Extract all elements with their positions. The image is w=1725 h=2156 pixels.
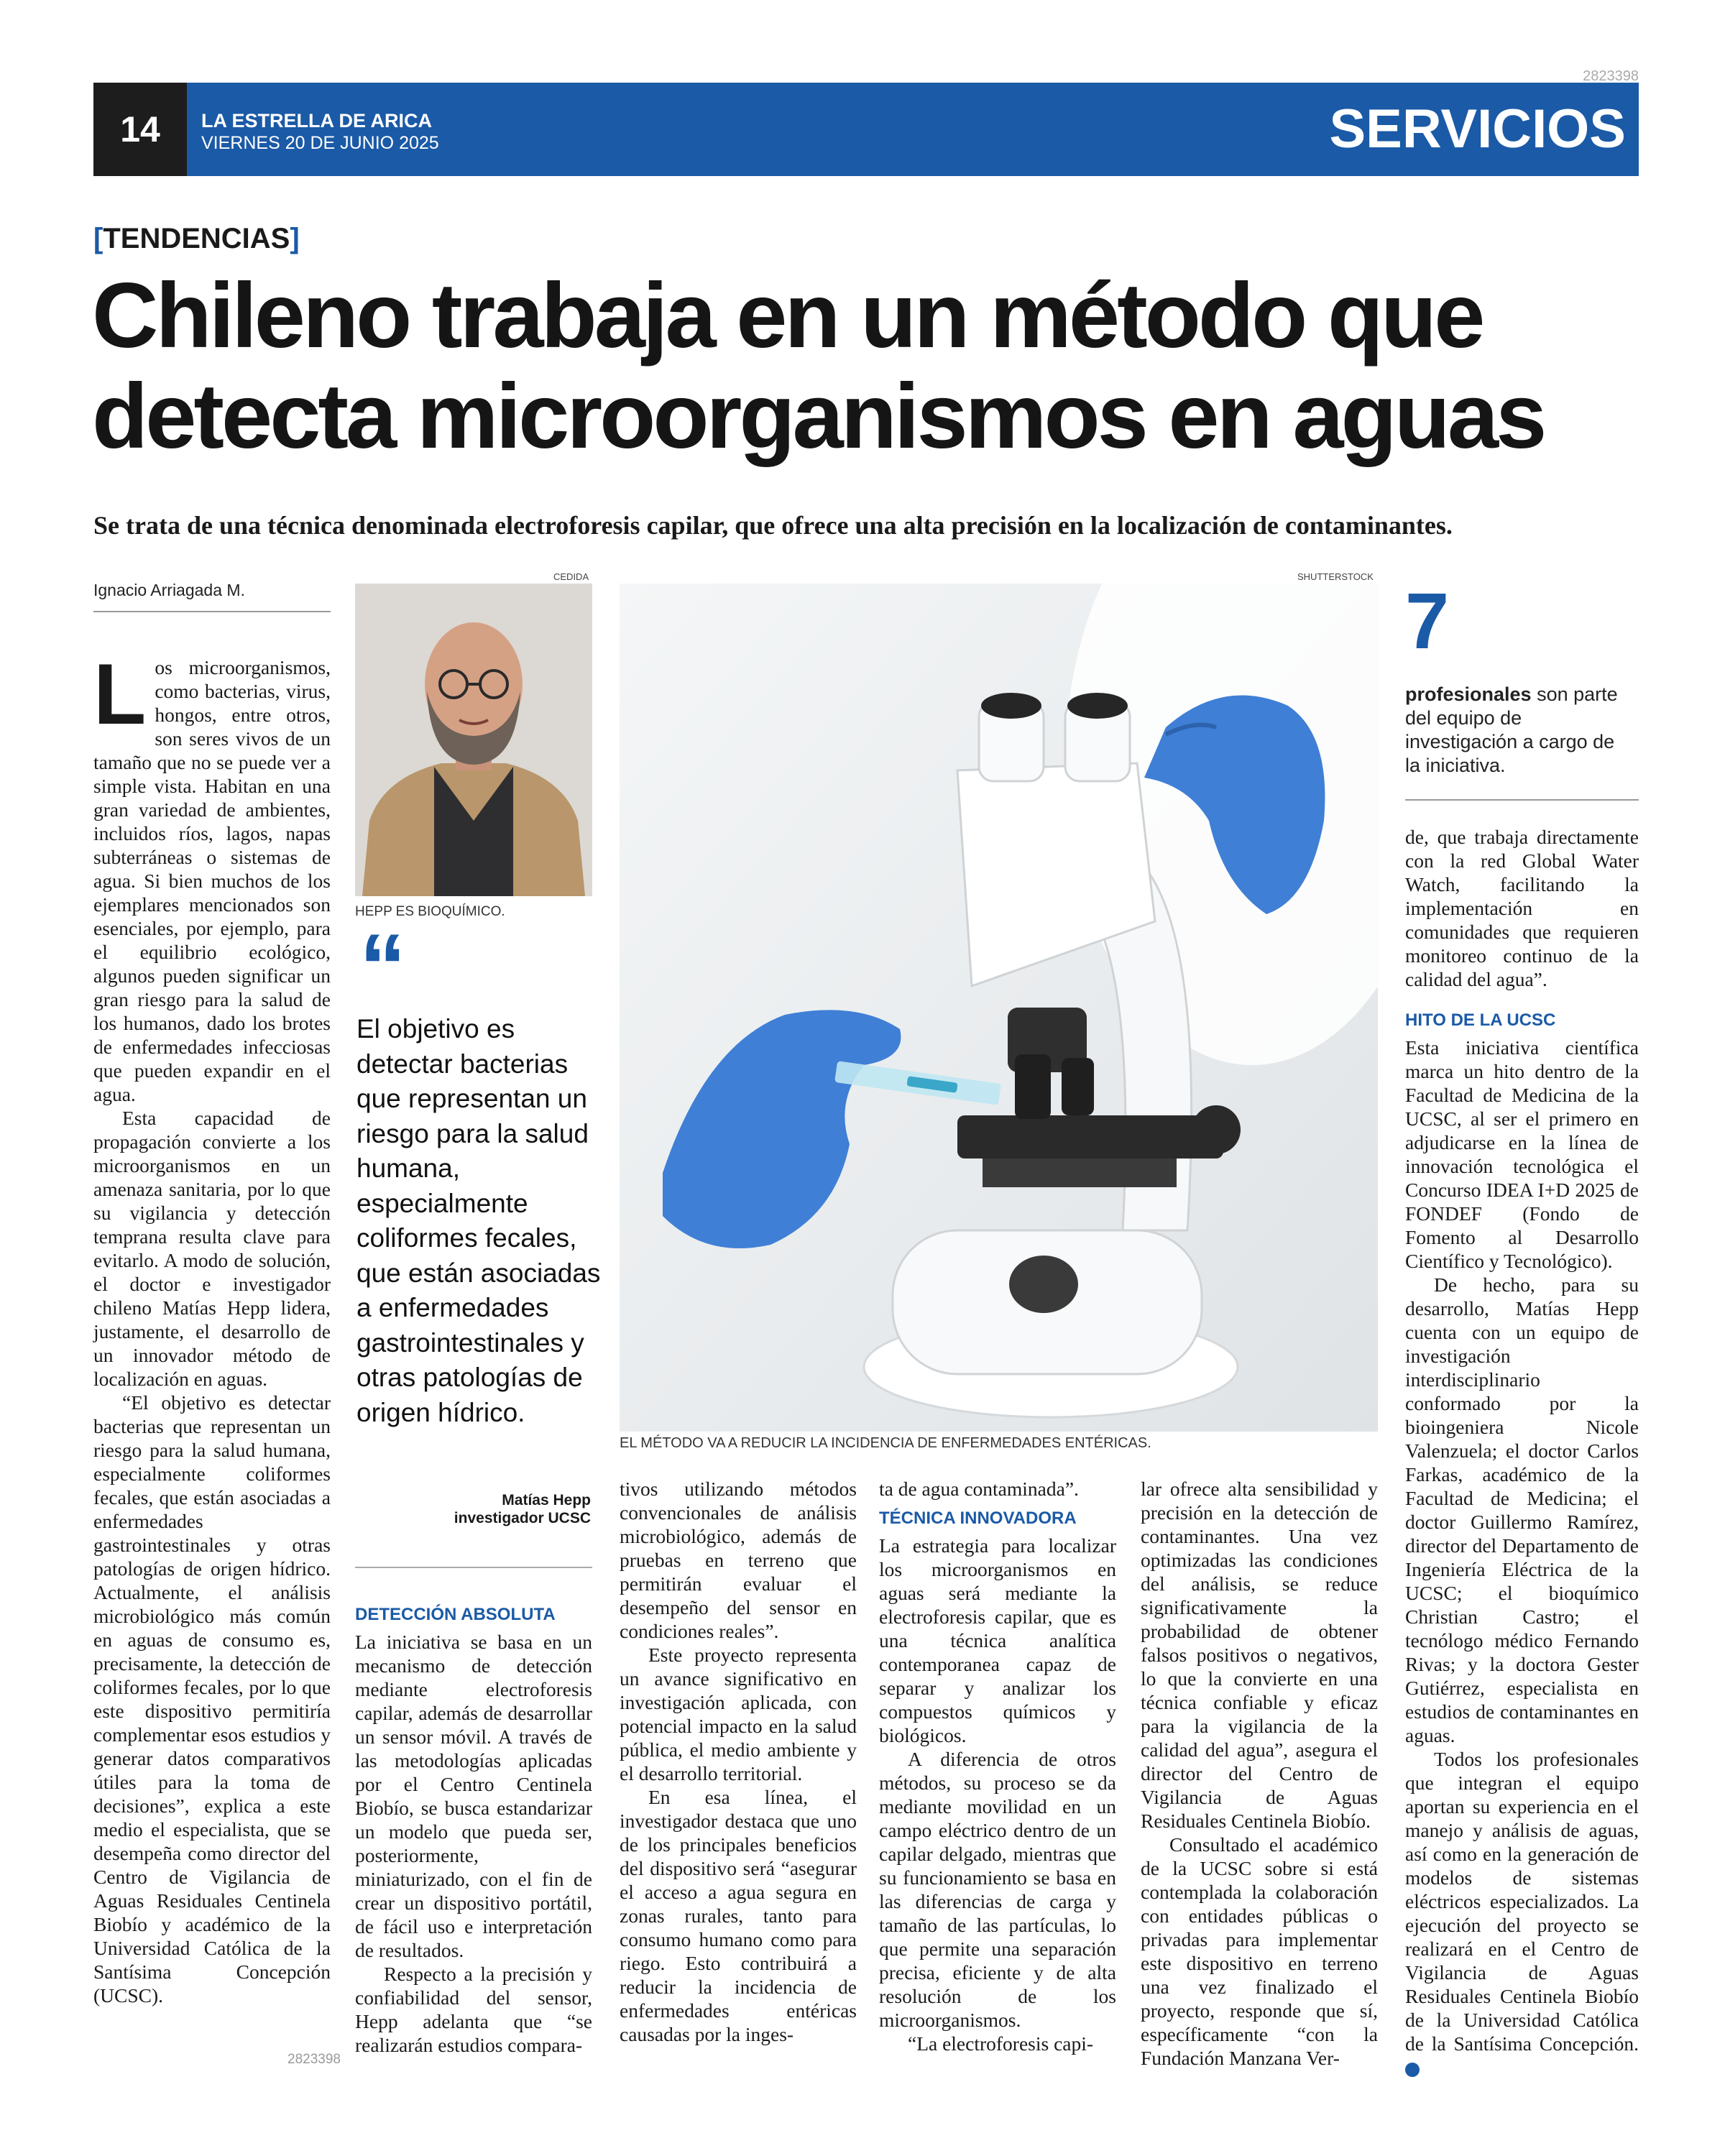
body-paragraph: Todos los profesionales que integran el equipo aportan su experiencia en el manejo y análisis de aguas, así como en la generación de modelos de sistemas eléctricos especializados. La ejecución del proyecto se realizará en el Centro de Vigilancia de Aguas Residuales Centinela Biobío de la Universidad Católica de la Santísima Concepción. ✪ — [1405, 1748, 1639, 2076]
headline-line-2: detecta microorganismos en aguas — [92, 365, 1545, 468]
portrait-caption: HEPP ES BIOQUÍMICO. — [355, 904, 505, 919]
main-photo — [620, 584, 1378, 1432]
quote-author-name: Matías Hepp — [502, 1492, 591, 1508]
body-paragraph: Este proyecto representa un avance significativo en investigación aplicada, con potencial impacto en la salud pública, el medio ambiente y el desarrollo territorial. — [620, 1644, 857, 1784]
end-of-article-icon: ✪ — [1405, 2063, 1420, 2077]
body-paragraph: lar ofrece alta sensibilidad y precisión en la detección de contaminantes. Una vez optimizadas las condiciones del análisis, se reduce significativamente la probabilidad de obtener falsos positivos o negativos, lo que la convierte en una técnica confiable y eficaz para la vigilancia de la calidad del agua”, asegura el director del Centro de Vigilancia de Aguas Residuales Centinela Biobío. — [1141, 1478, 1378, 1832]
body-column-1 — [93, 646, 331, 2007]
portrait-illustration — [355, 584, 592, 896]
quote-mark-icon: “ — [359, 914, 406, 1019]
article-subhead: Se trata de una técnica denominada electroforesis capilar, que ofrece una alta precisión en la localización de contaminantes. — [93, 511, 1453, 540]
headline-line-1: Chileno trabaja en un método que — [92, 264, 1483, 367]
microscope-illustration — [620, 584, 1378, 1432]
page-header — [93, 83, 1639, 176]
stat-number: 7 — [1405, 577, 1450, 665]
body-paragraph: Esta capacidad de propagación convierte a los microorganismos en un amenaza sanitaria, por lo que su vigilancia y detección temprana resulta clave para evitarlo. A modo de solución, el doctor e investigador chileno Matías Hepp lidera, justamente, el desarrollo de un innovador método de localización en aguas. — [93, 1107, 331, 1390]
page-number: 14 — [93, 83, 187, 176]
body-paragraph: La estrategia para localizar los microorganismos en aguas será mediante la electroforesis capilar, que es una técnica analítica contemporanea capaz de separar y analizar los compuestos químicos y biológicos. — [879, 1534, 1116, 1746]
drop-cap: L — [93, 646, 147, 742]
section-subhead: DETECCIÓN ABSOLUTA — [355, 1605, 556, 1624]
body-paragraph: de, que trabaja directamente con la red Global Water Watch, facilitando la implementación en comunidades que requieren monitoreo continuo de la calidad del agua”. — [1405, 826, 1639, 990]
pull-quote: El objetivo es detectar bacterias que representan un riesgo para la salud humana, especialmente coliformes fecales, que están asociadas a enfermedades gastrointestinales y otras patologías de origen hídrico. — [356, 1014, 601, 1427]
body-column-6 — [1405, 825, 1639, 2079]
body-paragraph: Los microorganismos, como bacterias, virus, hongos, entre otros, son seres vivos de un tamaño que no se puede ver a simple vista. Habitan en una gran variedad de ambientes, incluidos ríos, lagos, napas subterráneas o sistemas de agua. Si bien muchos de los ejemplares mencionados son esenciales, por ejemplo, para el equilibrio ecológico, algunos pueden significar un gran riesgo para la salud de los humanos, dado los brotes de enfermedades infecciosas que pueden expandir en el agua. — [93, 646, 331, 1105]
publication-name: LA ESTRELLA DE ARICA — [201, 110, 432, 132]
archive-stamp: 2823398 — [1583, 68, 1639, 84]
quote-divider — [355, 1567, 592, 1568]
byline-divider — [93, 611, 331, 612]
body-column-5 — [1141, 1477, 1378, 2070]
kicker-bracket-close: ] — [290, 223, 300, 254]
portrait-photo — [355, 584, 592, 896]
publication-date: VIERNES 20 DE JUNIO 2025 — [201, 133, 439, 153]
article-kicker — [93, 219, 300, 258]
article-headline — [92, 266, 1659, 467]
body-column-4 — [879, 1477, 1116, 2055]
section-subhead: TÉCNICA INNOVADORA — [879, 1508, 1077, 1528]
body-paragraph: En esa línea, el investigador destaca que uno de los principales beneficios del dispositivo será “asegurar el acceso a agua segura en zonas rurales, tanto para consumo humano como para riego. Esto contribuirá a reducir la incidencia de enfermedades entéricas causadas por la inges- — [620, 1786, 857, 2045]
section-title: SERVICIOS — [1329, 98, 1626, 160]
photo-credit: SHUTTERSTOCK — [1297, 571, 1374, 582]
body-paragraph: tivos utilizando métodos convencionales de análisis microbiológico, además de pruebas en terreno que permitirán evaluar el desempeño del sensor en condiciones reales”. — [620, 1478, 857, 1642]
byline: Ignacio Arriagada M. — [93, 581, 245, 599]
kicker-bracket-open: [ — [93, 223, 104, 254]
stat-description: profesionales son parte del equipo de investigación a cargo de la iniciativa. — [1405, 683, 1618, 776]
body-paragraph: Respecto a la precisión y confiabilidad del sensor, Hepp adelanta que “se realizarán estudios compara- — [355, 1963, 592, 2056]
body-paragraph: De hecho, para su desarrollo, Matías Hepp cuenta con un equipo de investigación interdisciplinario conformado por la bioingeniera Nicole Valenzuela; el doctor Carlos Farkas, académico de la Facultad de Medicina; el doctor Guillermo Ramírez, director del Departamento de Ingeniería Eléctrica de la UCSC; el bioquímico Christian Castro; el tecnólogo médico Fernando Rivas; y la doctora Gester Gutiérrez, especialista en estudios de contaminantes en aguas. — [1405, 1273, 1639, 1746]
body-paragraph: ta de agua contaminada”. — [879, 1478, 1079, 1500]
bottom-archive-stamp: 2823398 — [288, 2052, 341, 2067]
body-paragraph: La iniciativa se basa en un mecanismo de detección mediante electroforesis capilar, además de desarrollar un sensor móvil. A través de las metodologías aplicadas por el Centro Centinela Biobío, se busca estandarizar un modelo que pueda ser, posteriormente, miniaturizado, con el fin de crear un dispositivo portátil, de fácil uso e interpretación de resultados. — [355, 1631, 592, 1961]
main-photo-caption: EL MÉTODO VA A REDUCIR LA INCIDENCIA DE ENFERMEDADES ENTÉRICAS. — [620, 1435, 1151, 1451]
body-paragraph: “La electroforesis capi- — [908, 2032, 1094, 2055]
stat-divider — [1405, 799, 1639, 801]
kicker-text: TENDENCIAS — [103, 223, 290, 254]
body-paragraph: Esta iniciativa científica marca un hito dentro de la Facultad de Medicina de la UCSC, al ser el primero en adjudicarse en la línea de innovación tecnológica el Concurso IDEA I+D 2025 de FONDEF (Fondo de Fomento al Desarrollo Científico y Tecnológico). — [1405, 1036, 1639, 1272]
stat-highlight: profesionales — [1405, 683, 1532, 705]
body-paragraph: A diferencia de otros métodos, su proceso se da mediante movilidad en un campo eléctrico dentro de un capilar delgado, mientras que su funcionamiento se basa en las diferencias de carga y tamaño de las partículas, lo que permite una separación precisa, eficiente y de alta resolución de los microorganismos. — [879, 1748, 1116, 2031]
portrait-credit: CEDIDA — [553, 571, 589, 582]
quote-author-role: investigador UCSC — [454, 1510, 591, 1526]
body-paragraph: Consultado el académico de la UCSC sobre si está contemplada la colaboración con entidades públicas o privadas para implementar este dispositivo en terreno una vez finalizado el proyecto, responde que sí, específicamente “con la Fundación Manzana Ver- — [1141, 1833, 1378, 2069]
body-paragraph: “El objetivo es detectar bacterias que representan un riesgo para la salud humana, especialmente coliformes fecales, que están asociadas a enfermedades gastrointestinales y otras patologías de origen hídrico. Actualmente, el análisis microbiológico más común en aguas de consumo es, precisamente, la detección de coliformes fecales, por lo que este dispositivo permitiría complementar esos estudios y generar datos comparativos útiles para la toma de decisiones”, explica a este medio el especialista, que se desempeña como director del Centro de Vigilancia de Aguas Residuales Centinela Biobío y académico de la Universidad Católica de la Santísima Concepción (UCSC). — [93, 1391, 331, 2007]
section-subhead: HITO DE LA UCSC — [1405, 1010, 1556, 1030]
body-column-3 — [620, 1477, 857, 2046]
body-column-2 — [355, 1597, 592, 2057]
quote-attribution — [355, 1491, 591, 1527]
